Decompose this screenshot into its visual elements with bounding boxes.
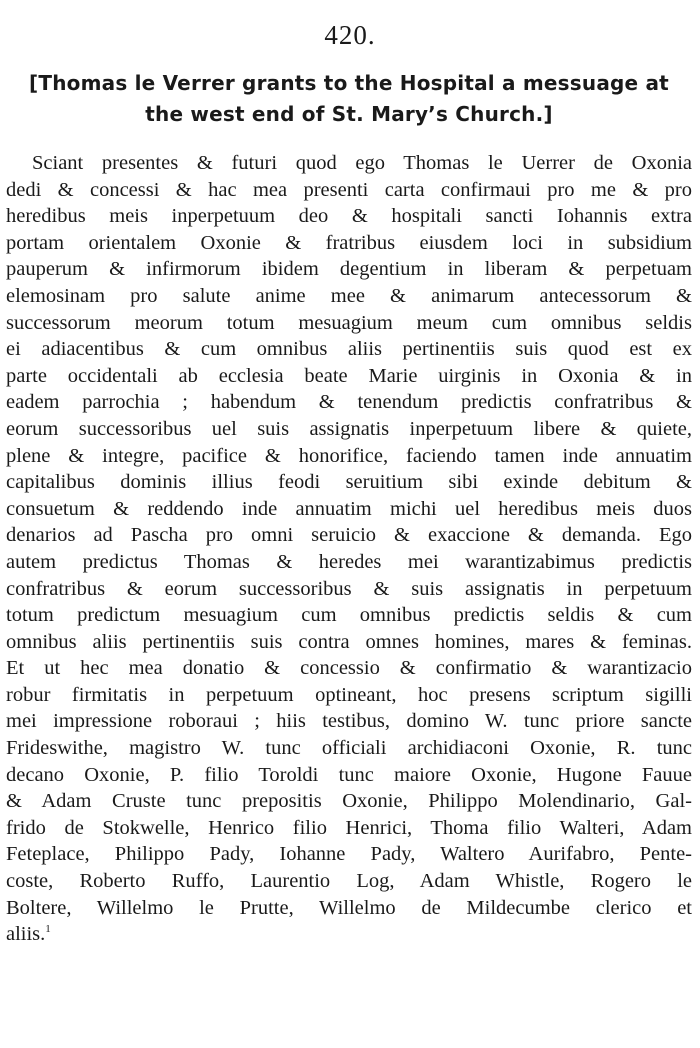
text-line: robur firmitatis in perpetuum optineant, hoc presens scriptum sigilli [6, 683, 692, 706]
text-line: totum predictum mesuagium cum omnibus predictis seldis & cum [6, 604, 692, 627]
text-line-last [6, 921, 692, 948]
text-line: capitalibus dominis illius feodi seruitium sibi exinde debitum & [6, 471, 692, 494]
text-line: Feteplace, Philippo Pady, Iohanne Pady, Waltero Aurifabro, Pente- [6, 843, 692, 866]
text-line: consuetum & reddendo inde annuatim michi uel heredibus meis duos [6, 497, 692, 520]
text-line: frido de Stokwelle, Henrico filio Henrici, Thoma filio Walteri, Adam [6, 816, 692, 839]
text-line: parte occidentali ab ecclesia beate Marie uirginis in Oxonia & in [6, 364, 692, 387]
text-line: elemosinam pro salute anime mee & animarum antecessorum & [6, 284, 692, 307]
text-line: heredibus meis inperpetuum deo & hospitali sancti Iohannis extra [6, 205, 692, 228]
page-number: 420. [324, 20, 376, 50]
text-line: coste, Roberto Ruffo, Laurentio Log, Adam Whistle, Rogero le [6, 870, 692, 893]
text-line: omnibus aliis pertinentiis suis contra omnes homines, mares & feminas. [6, 630, 692, 653]
text-line: Boltere, Willelmo le Prutte, Willelmo de Mildecumbe clerico et [6, 896, 692, 919]
text-line: eadem parrochia ; habendum & tenendum predictis confratribus & [6, 391, 692, 414]
text-line: decano Oxonie, P. filio Toroldi tunc maiore Oxonie, Hugone Fauue [6, 763, 692, 786]
text-line: autem predictus Thomas & heredes mei warantizabimus predictis [6, 550, 692, 573]
text-line: portam orientalem Oxonie & fratribus eiusdem loci in subsidium [6, 231, 692, 254]
text-line: successorum meorum totum mesuagium meum cum omnibus seldis [6, 311, 692, 334]
text-line: mei impressione roboraui ; hiis testibus, domino W. tunc priore sancte [6, 710, 692, 733]
charter-text [6, 150, 692, 948]
text-line: dedi & concessi & hac mea presenti carta confirmaui pro me & pro [6, 178, 692, 201]
text-line: Sciant presentes & futuri quod ego Thomas le Uerrer de Oxonia [32, 152, 692, 174]
text-line: pauperum & infirmorum ibidem degentium in liberam & perpetuam [6, 258, 692, 281]
text-line: denarios ad Pascha pro omni seruicio & exaccione & demanda. Ego [6, 524, 692, 547]
text-line: plene & integre, pacifice & honorifice, faciendo tamen inde annuatim [6, 444, 692, 467]
text-line: confratribus & eorum successoribus & suis assignatis in perpetuum [6, 577, 692, 600]
text-line: Frideswithe, magistro W. tunc officiali archidiaconi Oxonie, R. tunc [6, 737, 692, 760]
heading-line: the west end of St. Mary’s Church.] [145, 102, 553, 126]
text-line: Et ut hec mea donatio & concessio & confirmatio & warantizacio [6, 657, 692, 680]
text-line: ei adiacentibus & cum omnibus aliis pertinentiis suis quod est ex [6, 338, 692, 361]
charter-heading [4, 68, 694, 130]
text-line-content: aliis. [6, 923, 46, 946]
footnote-reference[interactable]: 1 [45, 923, 51, 936]
text-line: & Adam Cruste tunc prepositis Oxonie, Philippo Molendinario, Gal- [6, 790, 692, 813]
text-line: eorum successoribus uel suis assignatis inperpetuum libere & quiete, [6, 417, 692, 440]
heading-line: [Thomas le Verrer grants to the Hospital a messuage at [29, 71, 669, 95]
